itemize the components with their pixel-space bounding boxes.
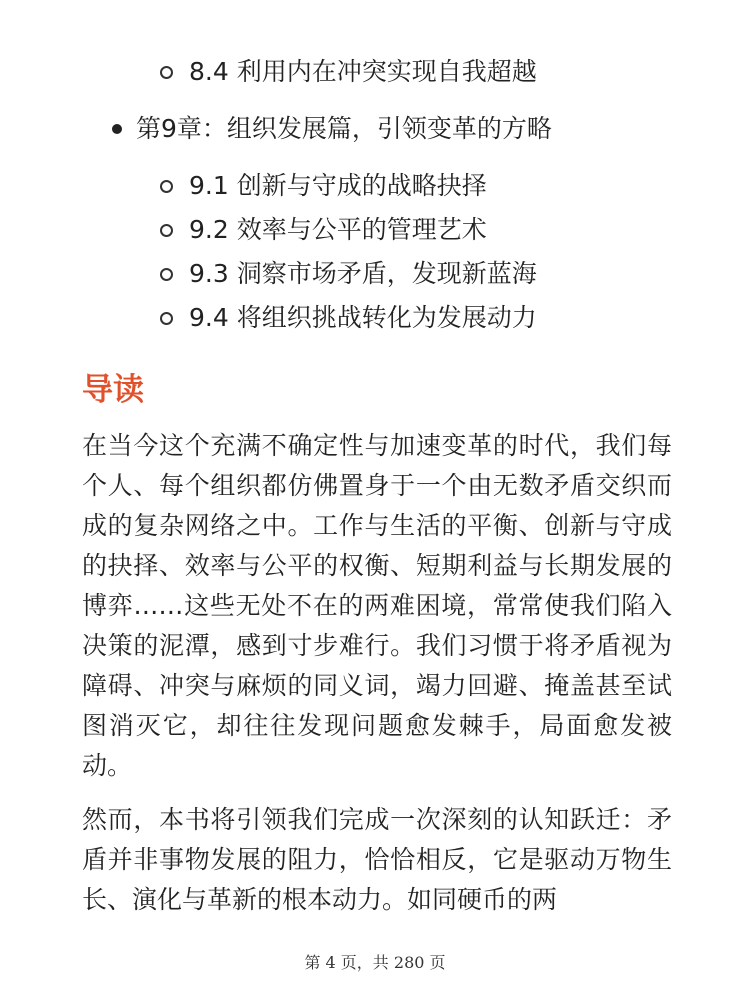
section-heading: 导读	[82, 372, 144, 408]
toc-item[interactable]	[160, 52, 537, 92]
hollow-circle-bullet-icon	[160, 268, 173, 281]
toc-item-label: 9.1 创新与守成的战略抉择	[189, 171, 487, 200]
hollow-circle-bullet-icon	[160, 312, 173, 325]
toc-item-label: 9.4 将组织挑战转化为发展动力	[189, 303, 537, 332]
body-paragraph: 然而，本书将引领我们完成一次深刻的认知跃迁：矛盾并非事物发展的阻力，恰恰相反，它是驱动万物生长、演化与革新的根本动力。如同硬币的两	[82, 805, 672, 914]
toc-item[interactable]	[160, 166, 487, 206]
toc-item[interactable]	[160, 254, 537, 294]
page-number-footer: 第 4 页，共 280 页	[304, 953, 446, 972]
toc-item-label: 9.2 效率与公平的管理艺术	[189, 215, 487, 244]
toc-chapter-label: 第9章：组织发展篇，引领变革的方略	[136, 114, 552, 143]
toc-item[interactable]	[160, 298, 537, 338]
solid-circle-bullet-icon	[112, 124, 122, 134]
hollow-circle-bullet-icon	[160, 66, 173, 79]
toc-item-label: 9.3 洞察市场矛盾，发现新蓝海	[189, 259, 537, 288]
toc-item[interactable]	[160, 210, 487, 250]
toc-chapter-item[interactable]	[112, 107, 552, 151]
toc-item-label: 8.4 利用内在冲突实现自我超越	[189, 57, 537, 86]
hollow-circle-bullet-icon	[160, 180, 173, 193]
hollow-circle-bullet-icon	[160, 224, 173, 237]
body-paragraph: 在当今这个充满不确定性与加速变革的时代，我们每个人、每个组织都仿佛置身于一个由无数矛盾交织而成的复杂网络之中。工作与生活的平衡、创新与守成的抉择、效率与公平的权衡、短期利益与长期发展的博弈……这些无处不在的两难困境，常常使我们陷入决策的泥潭，感到寸步难行。我们习惯于将矛盾视为障碍、冲突与麻烦的同义词，竭力回避、掩盖甚至试图消灭它，却往往发现问题愈发棘手，局面愈发被动。	[82, 431, 672, 780]
